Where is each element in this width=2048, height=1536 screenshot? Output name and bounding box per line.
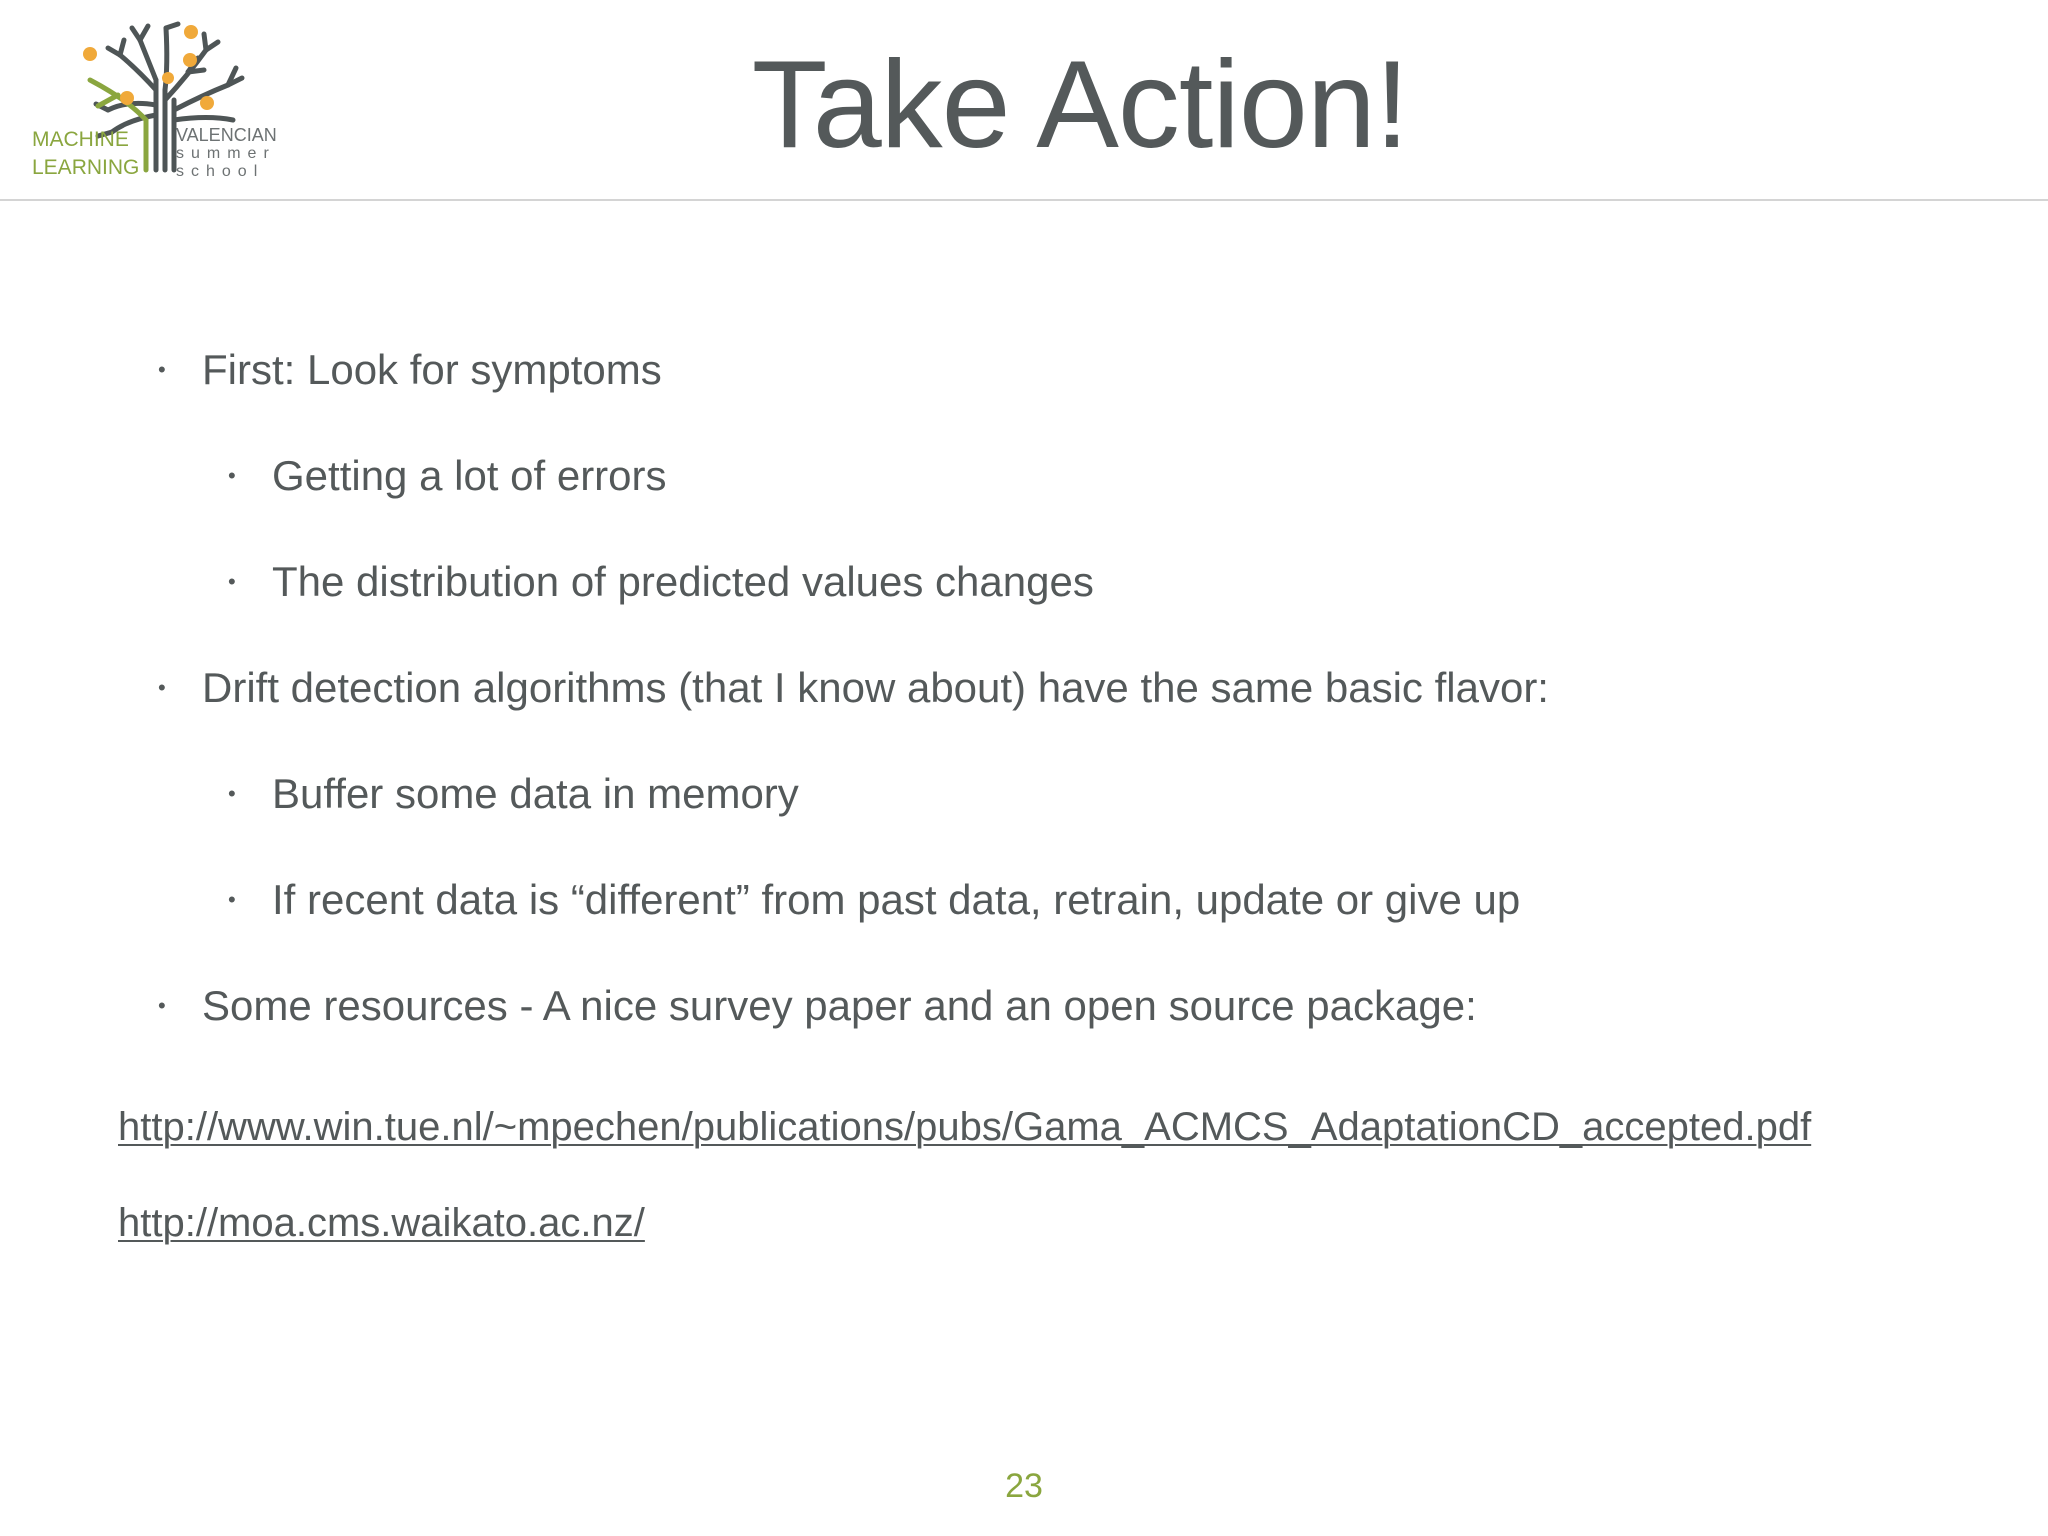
sub-bullet-item bbox=[228, 450, 667, 502]
bullet-item bbox=[158, 344, 662, 396]
bullet-text: Drift detection algorithms (that I know about) have the same basic flavor: bbox=[202, 664, 1549, 711]
school-logo bbox=[28, 20, 288, 190]
bullet-glyph: • bbox=[228, 569, 236, 594]
bullet-item bbox=[158, 662, 1549, 714]
logo-text-valencian-summer-school bbox=[176, 126, 296, 181]
bullet-text: Buffer some data in memory bbox=[272, 770, 799, 817]
logo-word-school: school bbox=[176, 163, 265, 180]
bullet-glyph: • bbox=[228, 463, 236, 488]
bullet-text: The distribution of predicted values changes bbox=[272, 558, 1094, 605]
logo-word-machine: MACHINE bbox=[32, 128, 129, 151]
sub-bullet-item bbox=[228, 874, 1521, 926]
bullet-item bbox=[158, 980, 1477, 1032]
sub-bullet-item bbox=[228, 768, 799, 820]
sub-bullet-item bbox=[228, 556, 1094, 608]
logo-word-valencian: VALENCIAN bbox=[176, 125, 277, 145]
bullet-text: First: Look for symptoms bbox=[202, 346, 662, 393]
bullet-glyph: • bbox=[228, 781, 236, 806]
bullet-glyph: • bbox=[158, 675, 166, 700]
header-divider bbox=[0, 199, 2048, 201]
logo-text-machine-learning bbox=[32, 126, 162, 182]
bullet-text: Getting a lot of errors bbox=[272, 452, 667, 499]
bullet-glyph: • bbox=[158, 993, 166, 1018]
bullet-glyph: • bbox=[228, 887, 236, 912]
bullet-glyph: • bbox=[158, 357, 166, 382]
moa-package-link[interactable]: http://moa.cms.waikato.ac.nz/ bbox=[118, 1201, 645, 1245]
bullet-text: Some resources - A nice survey paper and an open source package: bbox=[202, 982, 1477, 1029]
slide-title: Take Action! bbox=[751, 36, 1409, 174]
bullet-text: If recent data is “different” from past data, retrain, update or give up bbox=[272, 876, 1521, 923]
logo-word-summer: summer bbox=[176, 145, 276, 162]
logo-word-learning: LEARNING bbox=[32, 156, 140, 179]
page-number: 23 bbox=[1005, 1467, 1043, 1505]
survey-paper-link[interactable]: http://www.win.tue.nl/~mpechen/publications/pubs/Gama_ACMCS_AdaptationCD_accepted.pdf bbox=[118, 1105, 1812, 1149]
